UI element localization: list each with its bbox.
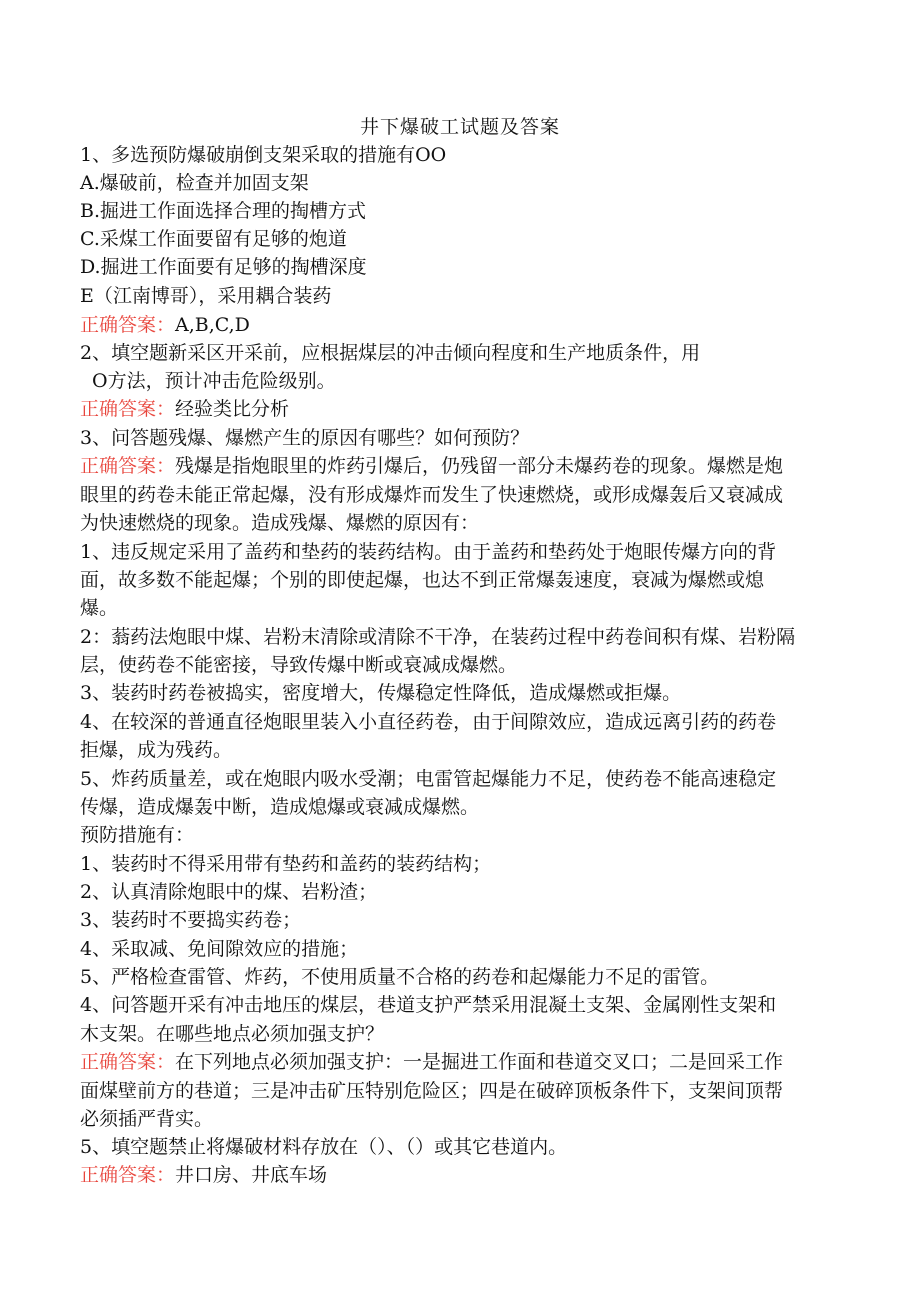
q3-cause-line: 爆。 bbox=[80, 597, 119, 619]
q2-question-line1: 2、填空题新采区开采前，应根据煤层的冲击倾向程度和生产地质条件，用 bbox=[80, 342, 701, 364]
q3-cause-line: 3、装药时药卷被捣实，密度增大，传爆稳定性降低，造成爆燃或拒爆。 bbox=[80, 682, 682, 704]
q3-prevention-item: 1、装药时不得采用带有垫药和盖药的装药结构； bbox=[80, 853, 492, 875]
q3-cause-line: 层，使药卷不能密接，导致传爆中断或衰减成爆燃。 bbox=[80, 654, 518, 676]
q3-prevention-heading: 预防措施有： bbox=[80, 824, 195, 846]
q3-cause-line: 4、在较深的普通直径炮眼里装入小直径药卷，由于间隙效应，造成远离引药的药卷 bbox=[80, 711, 777, 733]
q3-cause-line: 5、炸药质量差，或在炮眼内吸水受潮；电雷管起爆能力不足，使药卷不能高速稳定 bbox=[80, 768, 777, 790]
q3-cause-line: 2：蓊药法炮眼中煤、岩粉末清除或清除不干净，在装药过程中药卷间积有煤、岩粉隔 bbox=[80, 626, 796, 648]
q4-answer-line3: 必须插严背实。 bbox=[80, 1108, 214, 1130]
q3-question: 3、问答题残爆、爆燃产生的原因有哪些？如何预防？ bbox=[80, 427, 530, 449]
q2-answer: 经验类比分析 bbox=[175, 398, 290, 420]
q1-option-d: D.掘进工作面要有足够的掏槽深度 bbox=[80, 256, 367, 278]
q3-answer-line1: 残爆是指炮眼里的炸药引爆后，仍残留一部分未爆药卷的现象。爆燃是炮 bbox=[175, 455, 784, 477]
answer-label: 正确答案： bbox=[80, 314, 176, 336]
q4-question-line2: 木支架。在哪些地点必须加强支护？ bbox=[80, 1023, 385, 1045]
q5-answer: 井口房、井底车场 bbox=[175, 1164, 328, 1186]
q5-answer-line bbox=[80, 1161, 860, 1189]
q4-question-line1: 4、问答题开采有冲击地压的煤层，巷道支护严禁采用混凝土支架、金属刚性支架和 bbox=[80, 994, 777, 1016]
q3-cause-line: 拒爆，成为残药。 bbox=[80, 739, 233, 761]
q3-prevention-item: 3、装药时不要捣实药卷； bbox=[80, 909, 302, 931]
q4-answer-line1: 在下列地点必须加强支护：一是掘进工作面和巷道交叉口；二是回采工作 bbox=[175, 1051, 784, 1073]
q1-answer-line bbox=[80, 311, 860, 339]
document-title: 井下爆破工试题及答案 bbox=[359, 116, 560, 138]
q3-prevention-item: 4、采取减、免间隙效应的措施； bbox=[80, 938, 359, 960]
q3-cause-line: 1、违反规定采用了盖药和垫药的装药结构。由于盖药和垫药处于炮眼传爆方向的背 bbox=[80, 541, 777, 563]
q3-answer-text: 眼里的药卷未能正常起爆，没有形成爆炸而发生了快速燃烧，或形成爆轰后又衰减成 bbox=[80, 484, 784, 506]
answer-label: 正确答案： bbox=[80, 455, 176, 477]
q4-answer-line2: 面煤壁前方的巷道；三是冲击矿压特别危险区；四是在破碎顶板条件下，支架间顶帮 bbox=[80, 1080, 784, 1102]
q4-answer-line bbox=[80, 1048, 860, 1076]
q2-question-line2: O方法，预计冲击危险级别。 bbox=[92, 370, 336, 392]
q3-cause-line: 面，故多数不能起爆；个别的即使起爆，也达不到正常爆轰速度，衰减为爆燃或熄 bbox=[80, 569, 765, 591]
q3-answer-text: 为快速燃烧的现象。造成残爆、爆燃的原因有： bbox=[80, 512, 480, 534]
q1-option-e: E（江南博哥），采用耦合装药 bbox=[80, 285, 332, 307]
q3-answer-line bbox=[80, 452, 860, 480]
answer-label: 正确答案： bbox=[80, 1051, 176, 1073]
q1-option-c: C.采煤工作面要留有足够的炮道 bbox=[80, 228, 347, 250]
q1-answer: A,B,C,D bbox=[175, 314, 250, 336]
answer-label: 正确答案： bbox=[80, 1164, 176, 1186]
q3-cause-line: 传爆，造成爆轰中断，造成熄爆或衰减成爆燃。 bbox=[80, 796, 480, 818]
q2-answer-line bbox=[80, 395, 860, 423]
answer-label: 正确答案： bbox=[80, 398, 176, 420]
q3-prevention-item: 5、严格检查雷管、炸药，不使用质量不合格的药卷和起爆能力不足的雷管。 bbox=[80, 966, 720, 988]
q1-question: 1、多选预防爆破崩倒支架采取的措施有OO bbox=[80, 144, 447, 166]
q1-option-a: A.爆破前，检查并加固支架 bbox=[80, 172, 309, 194]
q1-option-b: B.掘进工作面选择合理的掏槽方式 bbox=[80, 200, 367, 222]
q3-prevention-item: 2、认真清除炮眼中的煤、岩粉渣； bbox=[80, 881, 378, 903]
q5-question: 5、填空题禁止将爆破材料存放在（）、（）或其它巷道内。 bbox=[80, 1136, 568, 1158]
